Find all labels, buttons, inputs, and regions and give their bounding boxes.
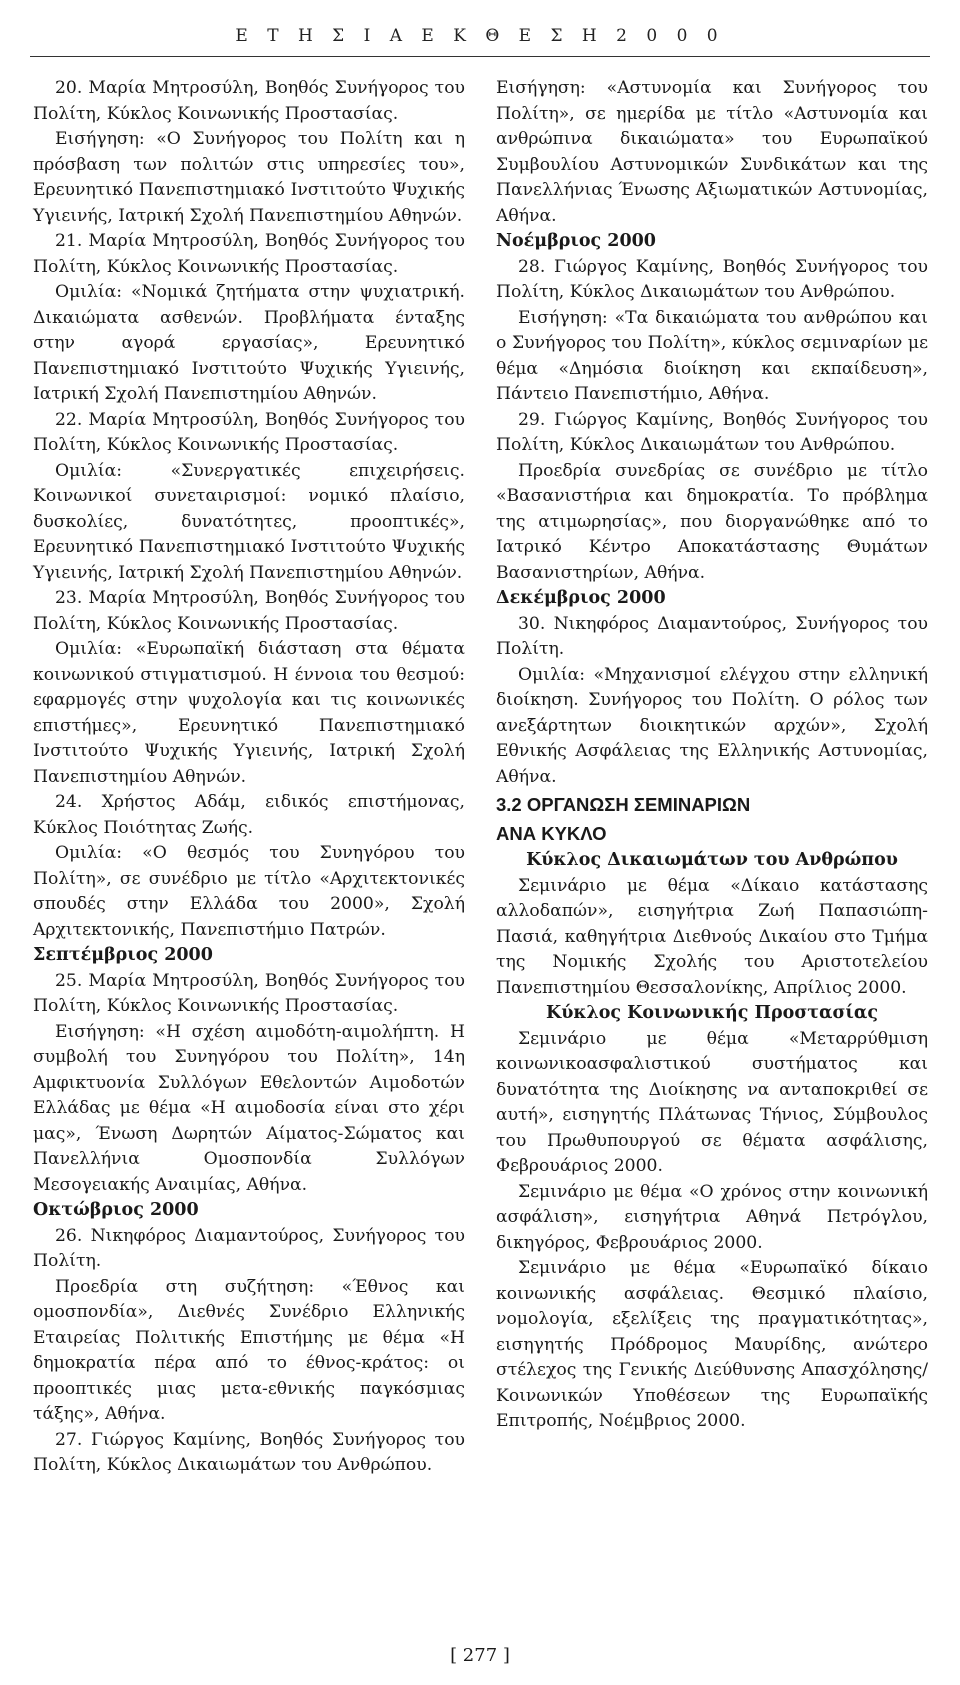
entry-24: 24. Χρήστος Αδάμ, ειδικός επιστήμονας, Κύκλος Ποιότητας Ζωής.: [33, 792, 465, 838]
entry-30: 30. Νικηφόρος Διαμαντούρος, Συνήγορος του Πολίτη.: [496, 613, 928, 659]
entry-22-detail: Ομιλία: «Συνεργατικές επιχειρήσεις. Κοινωνικοί συνεταιρισμοί: νομικό πλαίσιο, δυσκολίες, δυνατότητες, προοπτικές», Ερευνητικό Πανεπιστημιακό Ινστιτούτο Ψυχικής Υγιεινής, Ιατρική Σχολή Πανεπιστημίου Αθηνών.: [33, 460, 465, 583]
seminar-2: Σεμινάριο με θέμα «Μεταρρύθμιση κοινωνικοασφαλιστικού συστήματος και δυνατότητα της Διοίκησης να ανταποκριθεί σε αυτή», εισηγητής Πλάτωνας Τήνιος, Σύμβουλος του Πρωθυπουργού σε θέματα ασφάλισης, Φεβρουάριος 2000.: [496, 1028, 928, 1176]
entry-20-detail: Εισήγηση: «Ο Συνήγορος του Πολίτη και η πρόσβαση των πολιτών στις υπηρεσίες του», Ερευνητικό Πανεπιστημιακό Ινστιτούτο Ψυχικής Υγιεινής, Ιατρική Σχολή Πανεπιστημίου Αθηνών.: [33, 129, 465, 226]
entry-23: 23. Μαρία Μητροσύλη, Βοηθός Συνήγορος του Πολίτη, Κύκλος Κοινωνικής Προστασίας.: [33, 588, 465, 634]
section-heading-line-1: 3.2 ΟΡΓΑΝΩΣΗ ΣΕΜΙΝΑΡΙΩΝ: [496, 794, 751, 815]
right-column: [496, 76, 928, 1435]
entry-29: 29. Γιώργος Καμίνης, Βοηθός Συνήγορος του Πολίτη, Κύκλος Δικαιωμάτων του Ανθρώπου.: [496, 409, 928, 455]
header-rule: [30, 56, 930, 57]
seminar-3: Σεμινάριο με θέμα «Ο χρόνος στην κοινωνική ασφάλιση», εισηγήτρια Αθηνά Πετρόγλου, δικηγόρος, Φεβρουάριος 2000.: [496, 1181, 928, 1253]
section-heading: [496, 790, 928, 848]
entry-25: 25. Μαρία Μητροσύλη, Βοηθός Συνήγορος του Πολίτη, Κύκλος Κοινωνικής Προστασίας.: [33, 970, 465, 1016]
month-heading-november: Νοέμβριος 2000: [496, 231, 656, 251]
entry-25-detail: Εισήγηση: «Η σχέση αιμοδότη-αιμολήπτη. Η συμβολή του Συνηγόρου του Πολίτη», 14η Αμφικτυονία Συλλόγων Εθελοντών Αιμοδοτών Ελλάδας με θέμα «Η αιμοδοσία είναι στο χέρι μας», Ένωση Δωρητών Αίματος-Σώματος και Πανελλήνια Ομοσπονδία Συλλόγων Μεσογειακής Αναιμίας, Αθήνα.: [33, 1021, 465, 1195]
entry-28: 28. Γιώργος Καμίνης, Βοηθός Συνήγορος του Πολίτη, Κύκλος Δικαιωμάτων του Ανθρώπου.: [496, 256, 928, 302]
entry-20: 20. Μαρία Μητροσύλη, Βοηθός Συνήγορος του Πολίτη, Κύκλος Κοινωνικής Προστασίας.: [33, 78, 465, 124]
left-column: [33, 76, 465, 1479]
seminar-4: Σεμινάριο με θέμα «Ευρωπαϊκό δίκαιο κοινωνικής ασφάλειας. Θεσμικό πλαίσιο, νομολογία, εξελίξεις της πραγματικότητας», εισηγητής Πρόδρομος Μαυρίδης, ανώτερο στέλεχος της Γενικής Διεύθυνσης Απασχόλησης/Κοινωνικών Υποθέσεων της Ευρωπαϊκής Επιτροπής, Νοέμβριος 2000.: [496, 1258, 928, 1431]
entry-22: 22. Μαρία Μητροσύλη, Βοηθός Συνήγορος του Πολίτη, Κύκλος Κοινωνικής Προστασίας.: [33, 409, 465, 455]
month-heading-september: Σεπτέμβριος 2000: [33, 945, 213, 965]
entry-26: 26. Νικηφόρος Διαμαντούρος, Συνήγορος του Πολίτη.: [33, 1225, 465, 1271]
running-header: Ε Τ Η Σ Ι Α Ε Κ Θ Ε Σ Η 2 0 0 0: [235, 26, 725, 46]
entry-23-detail: Ομιλία: «Ευρωπαϊκή διάσταση στα θέματα κοινωνικού στιγματισμού. Η έννοια του θεσμού: εφαρμογές στην ψυχολογία και τις κοινωνικές επιστήμες», Ερευνητικό Πανεπιστημιακό Ινστιτούτο Ψυχικής Υγιεινής, Ιατρική Σχολή Πανεπιστημίου Αθηνών.: [33, 639, 465, 787]
entry-24-detail: Ομιλία: «Ο θεσμός του Συνηγόρου του Πολίτη», σε συνέδριο με τίτλο «Αρχιτεκτονικές σπουδές στην Ελλάδα του 2000», Σχολή Αρχιτεκτονικής, Πανεπιστήμιο Πατρών.: [33, 843, 465, 940]
seminar-1: Σεμινάριο με θέμα «Δίκαιο κατάστασης αλλοδαπών», εισηγήτρια Ζωή Παπασιώπη-Πασιά, καθηγήτρια Διεθνούς Δικαίου στο Τμήμα της Νομικής Σχολής του Αριστοτελείου Πανεπιστημίου Θεσσαλονίκης, Απρίλιος 2000.: [496, 875, 928, 998]
cycle-heading-social-protection: Κύκλος Κοινωνικής Προστασίας: [546, 1003, 878, 1023]
entry-28-detail: Εισήγηση: «Τα δικαιώματα του ανθρώπου και ο Συνήγορος του Πολίτη», κύκλος σεμιναρίων με θέμα «Δημόσια διοίκηση και εκπαίδευση», Πάντειο Πανεπιστήμιο, Αθήνα.: [496, 307, 928, 404]
month-heading-december: Δεκέμβριος 2000: [496, 588, 666, 608]
entry-30-detail: Ομιλία: «Μηχανισμοί ελέγχου στην ελληνική διοίκηση. Συνήγορος του Πολίτη. Ο ρόλος των ανεξάρτητων διοικητικών αρχών», Σχολή Εθνικής Ασφάλειας της Ελληνικής Αστυνομίας, Αθήνα.: [496, 664, 928, 787]
section-heading-line-2: ΑΝΑ ΚΥΚΛΟ: [496, 823, 607, 844]
entry-21-detail: Ομιλία: «Νομικά ζητήματα στην ψυχιατρική. Δικαιώματα ασθενών. Προβλήματα ένταξης στην αγορά εργασίας», Ερευνητικό Πανεπιστημιακό Ινστιτούτο Ψυχικής Υγιεινής, Ιατρική Σχολή Πανεπιστημίου Αθηνών.: [33, 282, 465, 404]
cycle-heading-human-rights: Κύκλος Δικαιωμάτων του Ανθρώπου: [526, 850, 898, 870]
entry-21: 21. Μαρία Μητροσύλη, Βοηθός Συνήγορος του Πολίτη, Κύκλος Κοινωνικής Προστασίας.: [33, 231, 465, 277]
entry-27: 27. Γιώργος Καμίνης, Βοηθός Συνήγορος του Πολίτη, Κύκλος Δικαιωμάτων του Ανθρώπου.: [33, 1429, 465, 1475]
page-number: [ 277 ]: [450, 1645, 510, 1666]
entry-27-detail: Εισήγηση: «Αστυνομία και Συνήγορος του Πολίτη», σε ημερίδα με τίτλο «Αστυνομία και ανθρώπινα δικαιώματα» του Ευρωπαϊκού Συμβουλίου Αστυνομικών Συνδικάτων και της Πανελλήνιας Ένωσης Αξιωματικών Αστυνομίας, Αθήνα.: [496, 78, 928, 226]
entry-26-detail: Προεδρία στη συζήτηση: «Έθνος και ομοσπονδία», Διεθνές Συνέδριο Ελληνικής Εταιρείας Πολιτικής Επιστήμης με θέμα «Η δημοκρατία πέρα από το έθνος-κράτος: οι προοπτικές μιας μετα-εθνικής παγκόσμιας τάξης», Αθήνα.: [33, 1276, 465, 1424]
entry-29-detail: Προεδρία συνεδρίας σε συνέδριο με τίτλο «Βασανιστήρια και δημοκρατία. Το πρόβλημα της ατιμωρησίας», που διοργανώθηκε από το Ιατρικό Κέντρο Αποκατάστασης Θυμάτων Βασανιστηρίων, Αθήνα.: [496, 460, 928, 583]
month-heading-october: Οκτώβριος 2000: [33, 1200, 199, 1220]
